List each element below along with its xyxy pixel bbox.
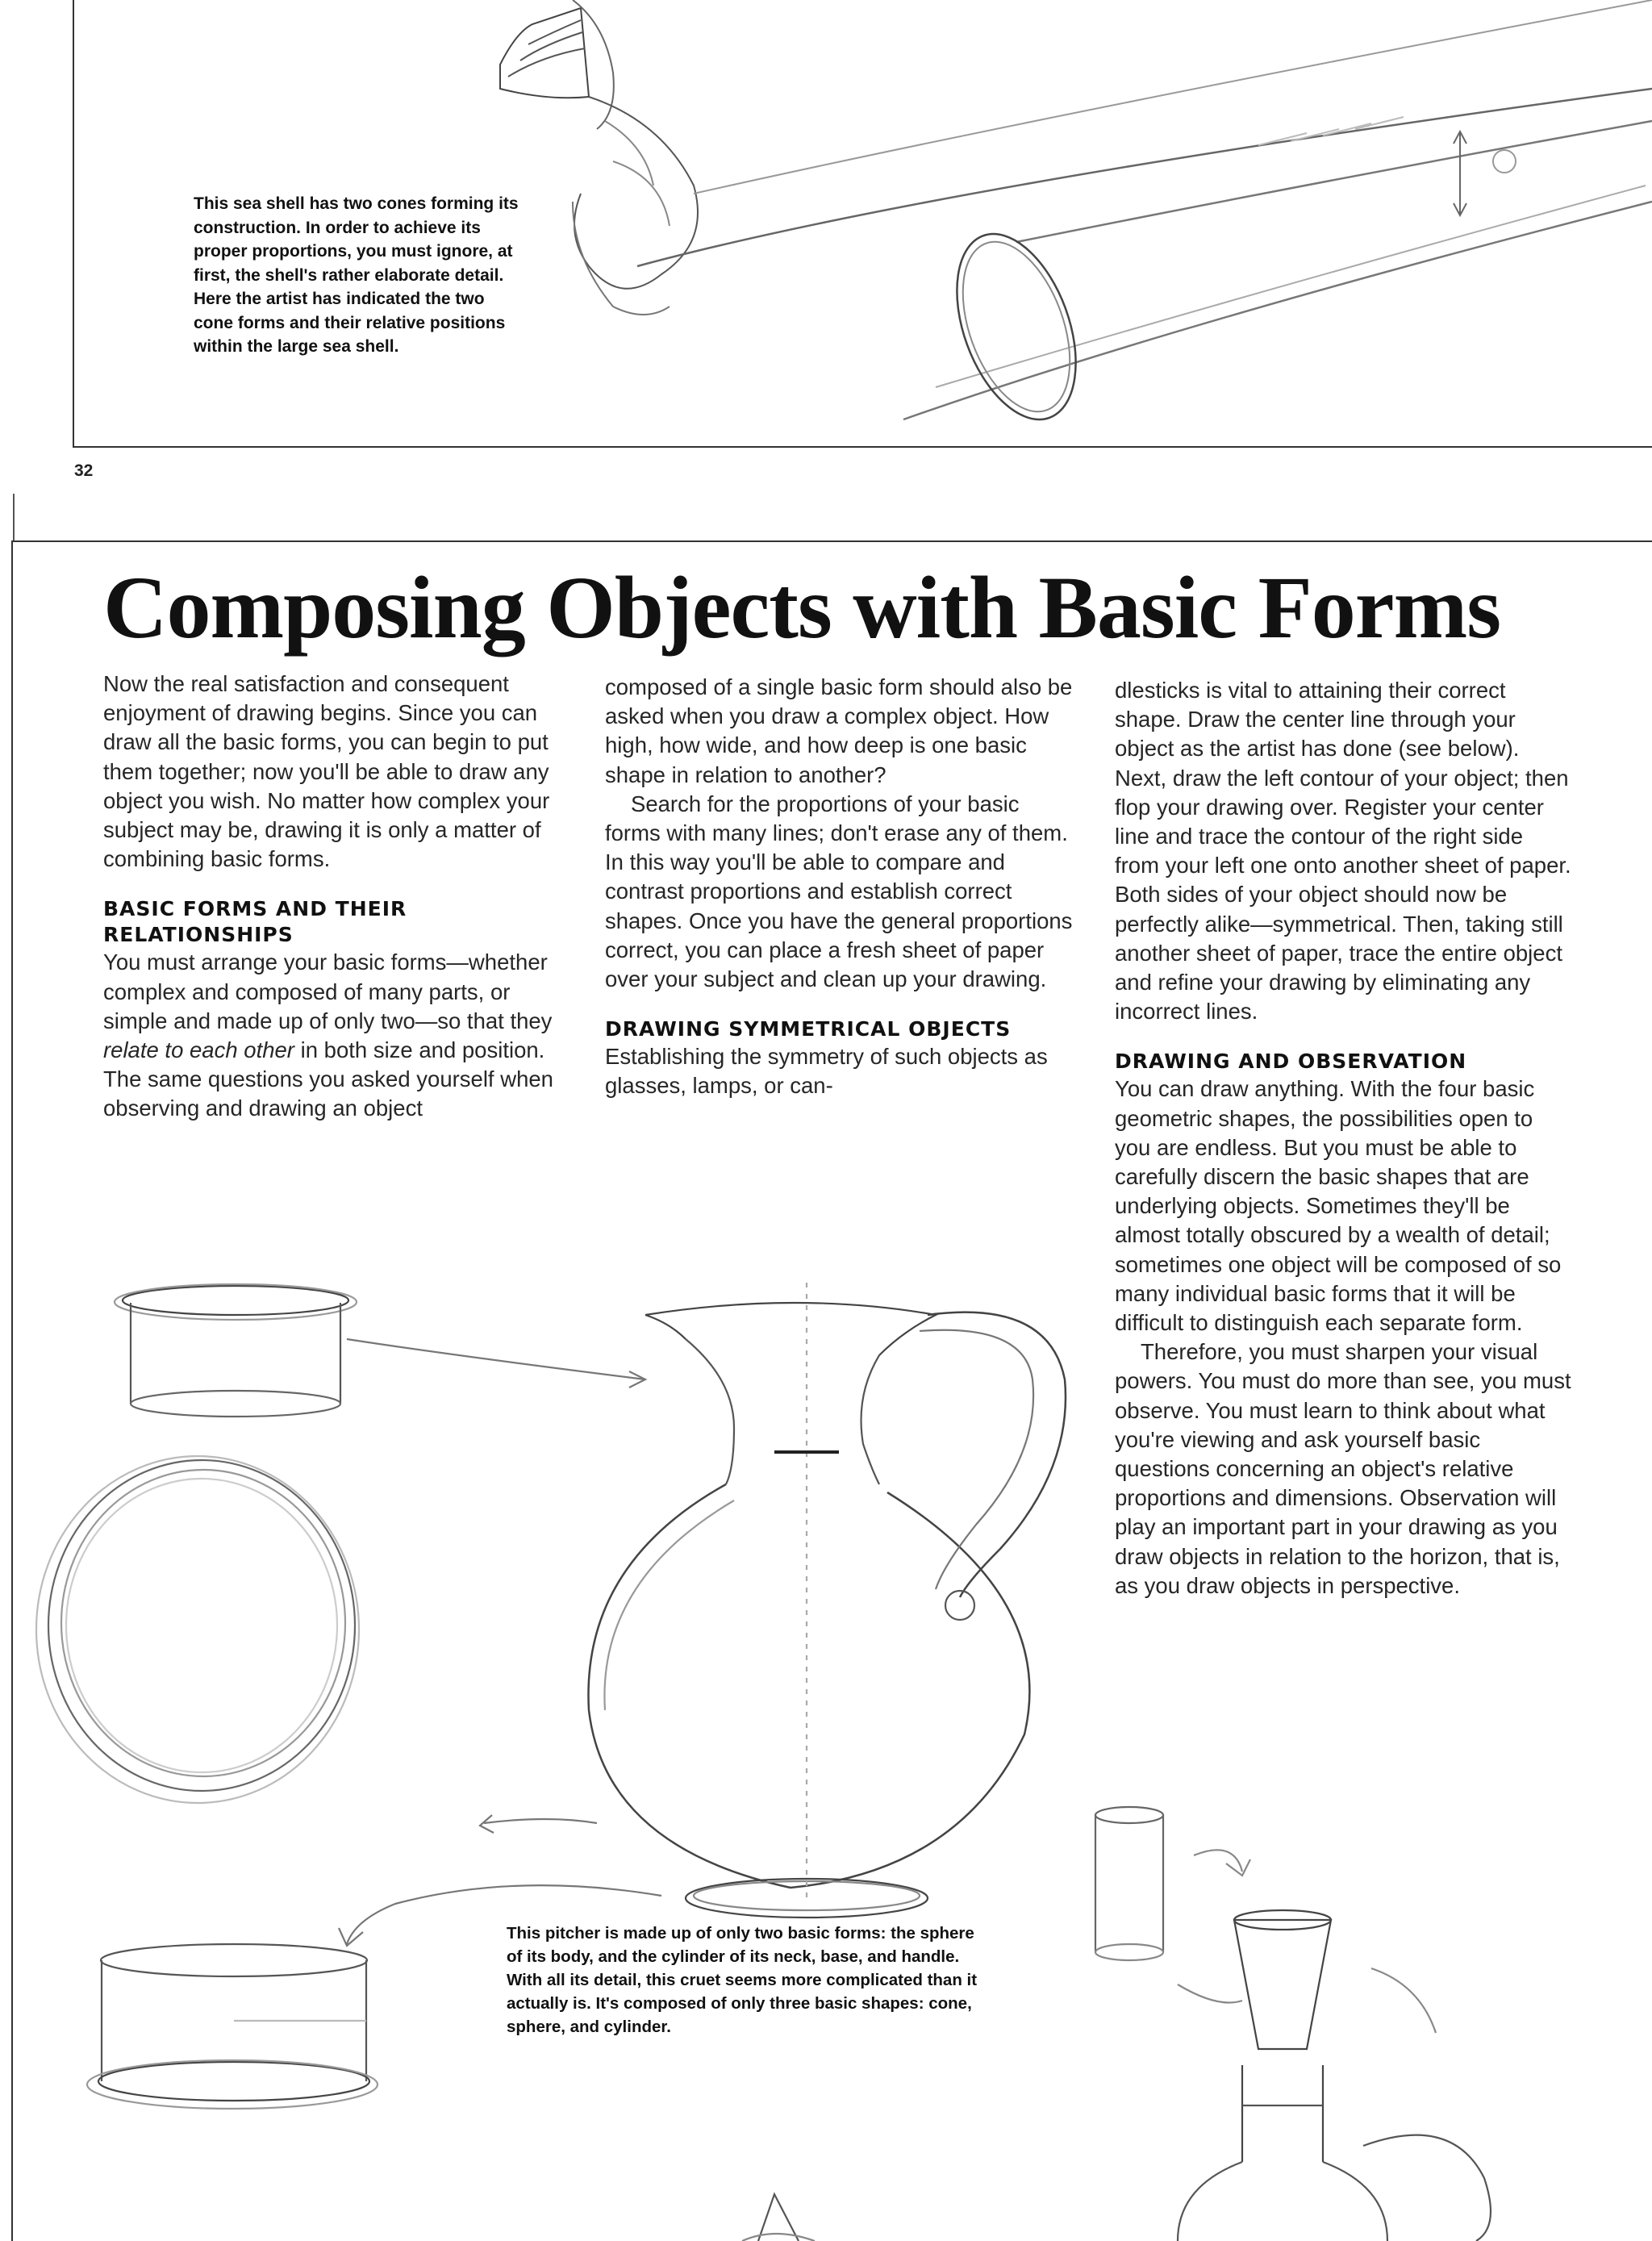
sphere-sketch [36, 1456, 359, 1803]
observation-paragraph: You can draw anything. With the four basic geometric shapes, the possibilities open to you are endless. But you must be able to carefully discern the basic shapes that are underlying objects. Sometimes they'll be almost totally obscured by a wealth of detail; sometimes one object will be composed of so many individual basic forms that it will be difficult to distinguish each separate form. [1115, 1076, 1562, 1336]
cone-sketch [742, 2194, 815, 2241]
symmetry-paragraph: Establishing the symmetry of such objects as glasses, lamps, or can- [605, 1044, 1048, 1099]
text-column-1 [103, 670, 571, 1124]
section-heading-basic-forms: BASIC FORMS AND THEIR RELATIONSHIPS [103, 897, 407, 947]
pitcher-caption: This pitcher is made up of only two basic forms: the sphere of its body, and the cylinder of its neck, base, and handle. With all its detail, this cruet seems more complicated than it actually is. It's composed of only three basic shapes: cone, sphere, and cylinder. [507, 1924, 978, 2036]
page-title: Composing Objects with Basic Forms [103, 558, 1501, 657]
neck-cylinder-sketch [115, 1284, 645, 1417]
basic-forms-paragraph [103, 948, 571, 1123]
visual-powers-paragraph: Therefore, you must sharpen your visual powers. You must do more than see, you must observe. You must learn to think about what you're viewing and ask yourself basic questions concerning an object's relative proportions and dimensions. Observation will play an important part in your drawing as you draw objects in relation to the horizon, that is, as you draw objects in perspective. [1115, 1339, 1571, 1598]
emphasis-text: relate to each other [103, 1037, 294, 1063]
pitcher-and-cruet-sketches [32, 1258, 1652, 2241]
cruet-sketch [1095, 1807, 1491, 2241]
paragraph-text: You must arrange your basic forms—whether complex and composed of many parts, or simple and made up of only two—so that they [103, 949, 553, 1033]
page-number: 32 [74, 461, 94, 480]
sea-shell-sketch [452, 0, 1652, 452]
text-column-2 [605, 673, 1073, 1101]
pitcher-sketch [588, 1283, 1066, 1918]
intro-paragraph: Now the real satisfaction and consequent enjoyment of drawing begins. Since you can draw all the basic forms, you can begin to put them together; now you'll be able to draw any object you wish. No matter how complex your subject may be, drawing it is only a matter of combining basic forms. [103, 671, 550, 872]
proportions-paragraph: Search for the proportions of your basic forms with many lines; don't erase any of them. In this way you'll be able to compare and contrast proportions and establish correct shapes. Once you have the general proportions correct, you can place a fresh sheet of paper over your subject and clean up your drawing. [605, 791, 1073, 992]
paragraph-text: in both size and position. The same questions you asked yourself when observing and drawing an object [103, 1037, 553, 1121]
continued-paragraph: composed of a single basic form should also be asked when you draw a complex object. How high, how wide, and how deep is one basic shape in relation to another? [605, 674, 1073, 787]
continued-paragraph: dlesticks is vital to attaining their correct shape. Draw the center line through your object as the artist has done (see below). Next, draw the left contour of your object; then flop your drawing over. Register your center line and trace the contour of the right side from your left one onto another sheet of paper. Both sides of your object should now be perfectly alike—symmetrical. Then, taking still another sheet of paper, trace the entire object and refine your drawing by eliminating any incorrect lines. [1115, 678, 1571, 1025]
section-heading-symmetrical: DRAWING SYMMETRICAL OBJECTS [605, 1017, 1012, 1041]
page-edge-mark [0, 494, 15, 542]
sea-shell-caption: This sea shell has two cones forming its construction. In order to achieve its proper proportions, you must ignore, at first, the shell's rather elaborate detail. Here the artist has indicated the two cone forms and their relative positions within the large sea shell. [194, 194, 519, 356]
section-heading-observation: DRAWING AND OBSERVATION [1115, 1050, 1467, 1074]
